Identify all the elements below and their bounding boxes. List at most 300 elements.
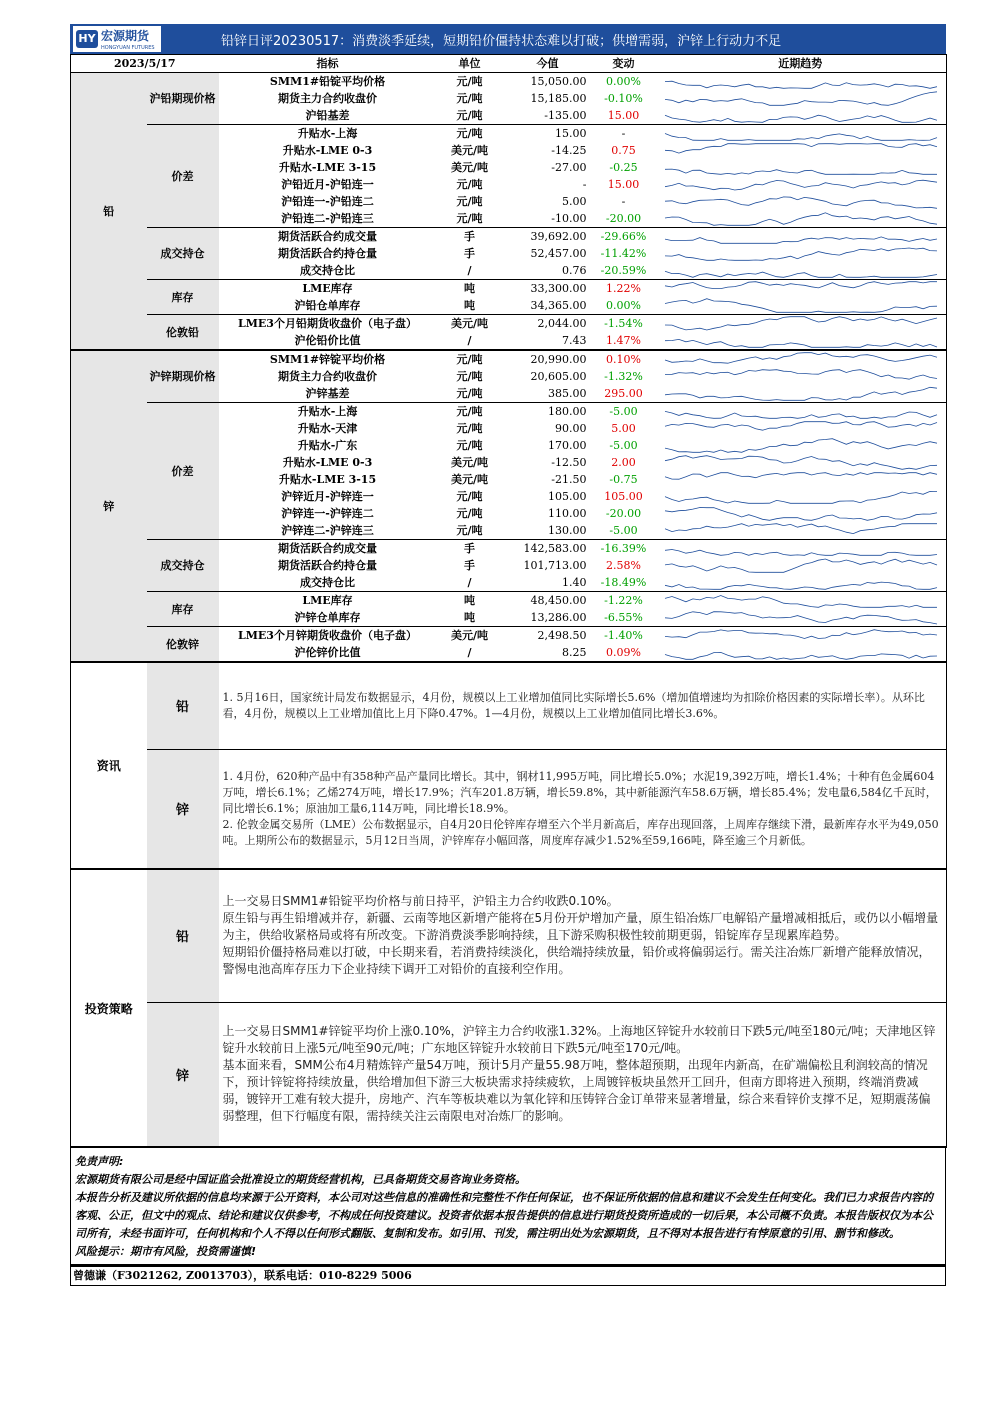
trend-sparkline [655, 574, 947, 591]
strategy-lead-paragraph: 短期铅价僵持格局难以打破，中长期来看，若消费持续淡化，供给端持续放量，铅价或将偏弱运行。需关注冶炼厂新增产能释放情况，警惕电池高库存压力下企业持续下调开工对铅价的直接利空作用。 [222, 945, 931, 977]
indicator-name: LME3个月锌期货收盘价（电子盘） [238, 629, 417, 642]
indicator-change: -1.32% [604, 370, 643, 383]
indicator-value: 110.00 [548, 507, 587, 520]
indicator-change: 105.00 [604, 490, 643, 503]
indicator-change: -20.00 [605, 507, 642, 520]
news-section [70, 663, 947, 870]
trend-cell [655, 73, 947, 91]
indicator-unit: 元/吨 [437, 210, 503, 228]
indicator-change: -6.55% [593, 609, 655, 627]
col-today: 今值 [503, 55, 593, 73]
trend-line [665, 456, 937, 470]
indicator-unit: 元/吨 [456, 507, 483, 520]
trend-line [665, 524, 937, 534]
disclaimer-line: 本报告分析及建议所依据的信息均来源于公开资料，本公司对这些信息的准确性和完整性不作任何保证，也不保证所依据的信息和建议不会发生任何变化。我们已力求报告内容的客观、公正，但文中的观点、结论和建议仅供参考，不构成任何投资建议。投资者依据本报告提供的信息进行期货投资所造成的一切后果，本公司概不负责。本报告版权仅为本公司所有，未经书面许可，任何机构和个人不得以任何形式翻版、复制和发布。如引用、刊发，需注明出处为宏源期货，且不得对本报告进行有悖原意的引用、删节和修改。 [75, 1191, 933, 1240]
trend-line [665, 596, 937, 608]
trend-cell [655, 142, 947, 159]
trend-line [665, 197, 937, 208]
strategy-zinc-text [219, 1002, 947, 1147]
indicator-value: 5.00 [562, 195, 587, 208]
indicator-change: 1.47% [593, 332, 655, 350]
indicator-change: -0.75 [609, 473, 638, 486]
trend-cell [655, 609, 947, 627]
indicator-change: 295.00 [593, 385, 655, 403]
indicator-change: -5.00 [593, 522, 655, 540]
indicator-change: 2.00 [611, 456, 636, 469]
trend-cell [655, 385, 947, 403]
trend-line [665, 439, 937, 453]
trend-cell [655, 403, 947, 421]
group-label: 成交持仓 [147, 540, 219, 592]
strategy-zinc-label: 锌 [147, 1002, 219, 1147]
indicator-value: 8.25 [503, 644, 593, 662]
indicator-name: LME库存 [302, 594, 353, 607]
group-label: 成交持仓 [147, 228, 219, 280]
trend-line [665, 248, 937, 260]
trend-cell [655, 437, 947, 454]
indicator-name: 升贴水-广东 [297, 439, 358, 452]
disclaimer-line: 宏源期货有限公司是经中国证监会批准设立的期货经营机构，已具备期货交易咨询业务资格。 [75, 1173, 526, 1186]
indicator-change: -16.39% [600, 542, 647, 555]
news-zinc-text [219, 749, 947, 869]
trend-cell [655, 332, 947, 350]
trend-line [665, 213, 937, 226]
trend-cell [655, 245, 947, 262]
indicator-change: 0.09% [593, 644, 655, 662]
indicator-change: -1.40% [604, 629, 643, 642]
trend-cell [655, 471, 947, 488]
trend-cell [655, 176, 947, 193]
trend-sparkline [655, 210, 947, 227]
indicator-unit: / [437, 262, 503, 280]
news-zinc-paragraph: 1. 4月份，620种产品中有358种产品产量同比增长。其中，钢材11,995万吨，同比增长5.0%；水泥19,392万吨，增长1.4%；十种有色金属604万吨，增长6.1%；乙烯274万吨，增长17.9%；汽车201.8万辆，增长59.8%，其中新能源汽车58.6万辆，增长85.4%；发电量6,584亿千瓦时，同比增长6.1%；原油加工量6,114万吨，同比增长18.9%。 [222, 769, 937, 815]
report-banner [70, 24, 946, 54]
trend-line [665, 271, 937, 277]
trend-line [665, 169, 937, 174]
trend-sparkline [655, 159, 947, 176]
trend-sparkline [655, 437, 947, 454]
indicator-unit: 吨 [464, 282, 475, 295]
trend-cell [655, 262, 947, 280]
indicator-change: -5.00 [609, 405, 638, 418]
trend-line [665, 550, 937, 556]
indicator-change: -1.54% [604, 317, 643, 330]
trend-line [665, 115, 937, 122]
indicator-unit: 元/吨 [456, 92, 483, 105]
trend-line [665, 353, 937, 364]
indicator-change: 5.00 [611, 422, 636, 435]
report-title: 铅锌日评20230517：消费淡季延续，短期铅价僵持状态难以打破；供增需弱，沪锌上行动力不足 [221, 33, 782, 49]
news-zinc-paragraph: 2. 伦敦金属交易所（LME）公布数据显示，自4月20日伦锌库存增至六个半月新高后，库存出现回落，上周库存继续下滑，最新库存水平为49,050吨。上期所公布的数据显示，5月12日当周，沪锌库存小幅回落，周度库存减少1.52%至59,166吨，降至逾三个月新低。 [222, 817, 939, 847]
indicator-name: 沪伦锌价比值 [219, 644, 437, 662]
trend-sparkline [655, 280, 947, 297]
indicator-value: 48,450.00 [530, 594, 587, 607]
news-zinc-label: 锌 [147, 749, 219, 869]
table-row [71, 228, 947, 246]
indicator-value: 52,457.00 [530, 247, 587, 260]
trend-cell [655, 350, 947, 368]
group-label: 伦敦铅 [147, 315, 219, 351]
trend-sparkline [655, 228, 947, 245]
trend-sparkline [655, 368, 947, 385]
group-label: 库存 [147, 280, 219, 315]
indicator-value: 7.43 [503, 332, 593, 350]
indicator-unit: 元/吨 [456, 439, 483, 452]
indicator-name: 期货活跃合约持仓量 [278, 247, 377, 260]
table-row [71, 280, 947, 298]
report-date: 2023/5/17 [71, 55, 219, 73]
indicator-value: 2,044.00 [537, 317, 587, 330]
trend-cell [655, 315, 947, 333]
trend-sparkline [655, 351, 947, 368]
table-row [71, 315, 947, 333]
indicator-unit: / [437, 644, 503, 662]
indicator-name: 期货活跃合约成交量 [278, 230, 377, 243]
strategy-zinc-paragraph: 基本面来看，SMM公布4月精炼锌产量54万吨，预计5月产量55.98万吨，整体超预期，出现年内新高，在矿端偏松且利润较高的情况下，预计锌锭将持续放量，供给增加但下游三大板块需求持续疲软，上周镀锌板块虽然开工回升，但南方即将进入预期，终端消费减弱，镀锌开工难有较大提升，房地产、汽车等板块难以为氧化锌和压铸锌合金订单带来显著增量，综合来看锌价支撑不足，短期震荡偏弱整理，但下行幅度有限，需持续关注云南限电对冶炼厂的影响。 [222, 1058, 931, 1124]
trend-cell [655, 505, 947, 522]
indicator-change: -5.00 [609, 439, 638, 452]
logo-mark: HY [76, 30, 98, 48]
indicator-change: -20.59% [593, 262, 655, 280]
indicator-unit: 元/吨 [456, 75, 483, 88]
indicator-change: 1.22% [606, 282, 641, 295]
indicator-change: 15.00 [593, 107, 655, 125]
analyst-contact: 曾德谦（F3021262, Z0013703），联系电话：010-8229 5006 [70, 1265, 946, 1286]
table-row [71, 350, 947, 368]
trend-cell [655, 420, 947, 437]
indicator-unit: 美元/吨 [450, 161, 489, 174]
trend-line [665, 473, 937, 480]
trend-cell [655, 522, 947, 540]
indicator-value: 39,692.00 [530, 230, 587, 243]
trend-cell [655, 540, 947, 558]
indicator-change: - [621, 195, 626, 208]
trend-sparkline [655, 73, 947, 90]
strategy-lead-paragraph: 原生铅与再生铅增减并存，新疆、云南等地区新增产能将在5月份开炉增加产量，原生铅冶炼厂电解铅产量增减相抵后，或仍以小幅增量为主，供给收紧格局或将有所改变。下游消费淡季影响持续，且下游采购积极性较前期更弱，铅锭库存呈现累库趋势。 [222, 911, 939, 943]
news-label: 资讯 [71, 663, 147, 869]
table-row [71, 403, 947, 421]
indicator-name: 沪铅基差 [219, 107, 437, 125]
indicator-value: 15,050.00 [530, 75, 587, 88]
trend-sparkline [655, 609, 947, 626]
indicator-change: 0.10% [606, 353, 641, 366]
indicator-value: 15.00 [555, 127, 587, 140]
table-row [71, 125, 947, 143]
indicator-table [70, 54, 947, 663]
indicator-unit: 元/吨 [456, 405, 483, 418]
indicator-unit: 美元/吨 [450, 317, 489, 330]
disclaimer-heading: 免责声明: [75, 1155, 124, 1168]
indicator-unit: 元/吨 [456, 195, 483, 208]
strategy-lead-label: 铅 [147, 870, 219, 1002]
indicator-change: 0.00% [593, 297, 655, 315]
indicator-name: SMM1#锌锭平均价格 [269, 353, 386, 366]
indicator-name: 期货主力合约收盘价 [278, 370, 377, 383]
trend-cell [655, 90, 947, 107]
indicator-name: 沪锌仓单库存 [219, 609, 437, 627]
group-label: 库存 [147, 592, 219, 627]
indicator-change: 0.75 [611, 144, 636, 157]
trend-line [665, 411, 937, 418]
col-unit: 单位 [437, 55, 503, 73]
indicator-name: 升贴水-LME 0-3 [282, 144, 373, 157]
trend-sparkline [655, 403, 947, 420]
indicator-unit: 元/吨 [437, 522, 503, 540]
indicator-unit: 手 [464, 559, 475, 572]
trend-line [665, 652, 937, 659]
indicator-name: 升贴水-上海 [297, 405, 358, 418]
indicator-unit: 手 [464, 542, 475, 555]
indicator-value: 142,583.00 [523, 542, 587, 555]
table-row [71, 592, 947, 610]
trend-cell [655, 488, 947, 505]
indicator-name: 沪锌连二-沪锌连三 [219, 522, 437, 540]
news-lead-label: 铅 [147, 663, 219, 749]
indicator-unit: 元/吨 [456, 490, 483, 503]
trend-line [665, 237, 937, 243]
trend-sparkline [655, 627, 947, 644]
trend-sparkline [655, 592, 947, 609]
indicator-unit: 元/吨 [437, 107, 503, 125]
trend-cell [655, 592, 947, 610]
trend-sparkline [655, 385, 947, 402]
trend-cell [655, 228, 947, 246]
indicator-value: 34,365.00 [503, 297, 593, 315]
company-logo [73, 26, 161, 52]
group-label: 伦敦锌 [147, 627, 219, 663]
indicator-change: 15.00 [607, 178, 640, 191]
trend-line [665, 299, 937, 313]
trend-cell [655, 210, 947, 228]
indicator-name: SMM1#铅锭平均价格 [269, 75, 386, 88]
indicator-name: 升贴水-上海 [297, 127, 358, 140]
indicator-unit: 吨 [437, 297, 503, 315]
strategy-zinc-paragraph: 上一交易日SMM1#锌锭平均价上涨0.10%，沪锌主力合约收涨1.32%。上海地区锌锭升水较前日下跌5元/吨至180元/吨；天津地区锌锭升水较前日上涨5元/吨至90元/吨；广东地区锌锭升水较前日下跌5元/吨至170元/吨。 [222, 1024, 936, 1056]
trend-sparkline [655, 332, 947, 349]
indicator-name: 期货主力合约收盘价 [278, 92, 377, 105]
indicator-name: 沪伦铅价比值 [219, 332, 437, 350]
group-label: 沪铅期现价格 [147, 73, 219, 125]
trend-cell [655, 454, 947, 471]
indicator-name: 期货活跃合约成交量 [278, 542, 377, 555]
trend-line [665, 339, 937, 347]
trend-line [665, 422, 937, 431]
trend-sparkline [655, 505, 947, 522]
strategy-section [70, 870, 947, 1148]
trend-line [665, 612, 937, 624]
trend-line [665, 559, 937, 572]
indicator-value: 170.00 [548, 439, 587, 452]
disclaimer [70, 1148, 946, 1265]
trend-cell [655, 193, 947, 210]
trend-cell [655, 280, 947, 298]
indicator-value: - [582, 178, 587, 191]
trend-line [665, 630, 937, 639]
trend-sparkline [655, 176, 947, 193]
indicator-name: 沪铅近月-沪铅连一 [281, 178, 374, 191]
indicator-unit: 美元/吨 [450, 473, 489, 486]
indicator-value: 1.40 [503, 574, 593, 592]
trend-sparkline [655, 297, 947, 314]
indicator-value: 385.00 [503, 385, 593, 403]
risk-warning: 风险提示：期市有风险，投资需谨慎! [75, 1245, 257, 1258]
trend-line [665, 92, 937, 106]
trend-cell [655, 574, 947, 592]
trend-line [665, 582, 937, 589]
trend-sparkline [655, 420, 947, 437]
indicator-value: -14.25 [551, 144, 587, 157]
logo-en: HONGYUAN FUTURES [101, 45, 155, 51]
trend-cell [655, 368, 947, 385]
trend-sparkline [655, 142, 947, 159]
table-row [71, 540, 947, 558]
trend-cell [655, 107, 947, 125]
table-header-row [71, 55, 947, 73]
table-row [71, 627, 947, 645]
indicator-name: 沪铅连一-沪铅连二 [281, 195, 374, 208]
trend-sparkline [655, 557, 947, 574]
indicator-value: 20,990.00 [530, 353, 587, 366]
indicator-change: 0.00% [606, 75, 641, 88]
strategy-lead-text [219, 870, 947, 1002]
trend-line [665, 370, 937, 380]
indicator-name: 沪锌连一-沪锌连二 [281, 507, 374, 520]
indicator-value: 105.00 [548, 490, 587, 503]
col-trend: 近期趋势 [655, 55, 947, 73]
indicator-unit: / [437, 332, 503, 350]
trend-sparkline [655, 107, 947, 124]
logo-cn: 宏源期货 [101, 29, 150, 43]
trend-cell [655, 125, 947, 143]
indicator-name: 沪锌近月-沪锌连一 [281, 490, 374, 503]
indicator-unit: 元/吨 [456, 127, 483, 140]
trend-line [665, 81, 937, 88]
trend-line [665, 491, 937, 503]
trend-line [665, 282, 937, 289]
report-page [70, 24, 946, 1286]
indicator-value: 0.76 [503, 262, 593, 280]
indicator-value: -12.50 [551, 456, 587, 469]
trend-line [665, 180, 937, 190]
indicator-unit: 元/吨 [437, 385, 503, 403]
indicator-value: 20,605.00 [530, 370, 587, 383]
group-label: 价差 [147, 403, 219, 540]
trend-line [665, 134, 937, 141]
indicator-unit: 美元/吨 [450, 629, 489, 642]
trend-cell [655, 627, 947, 645]
indicator-value: -27.00 [551, 161, 587, 174]
trend-sparkline [655, 540, 947, 557]
table-row [71, 73, 947, 91]
indicator-value: 101,713.00 [523, 559, 587, 572]
trend-cell [655, 297, 947, 315]
indicator-value: -21.50 [551, 473, 587, 486]
indicator-change: -0.10% [604, 92, 643, 105]
indicator-name: 期货活跃合约持仓量 [278, 559, 377, 572]
trend-sparkline [655, 125, 947, 142]
trend-sparkline [655, 454, 947, 471]
indicator-change: -18.49% [593, 574, 655, 592]
trend-sparkline [655, 193, 947, 210]
group-label: 沪锌期现价格 [147, 350, 219, 403]
indicator-unit: 吨 [464, 594, 475, 607]
trend-sparkline [655, 315, 947, 332]
strategy-label: 投资策略 [71, 870, 147, 1147]
indicator-change: -20.00 [593, 210, 655, 228]
indicator-name: 升贴水-LME 0-3 [282, 456, 373, 469]
indicator-unit: 元/吨 [456, 178, 483, 191]
indicator-value: -10.00 [503, 210, 593, 228]
metal-label: 锌 [71, 350, 147, 662]
indicator-unit: 美元/吨 [450, 456, 489, 469]
indicator-value: 33,300.00 [530, 282, 587, 295]
indicator-unit: 手 [464, 247, 475, 260]
indicator-name: 升贴水-LME 3-15 [278, 161, 377, 174]
indicator-value: 13,286.00 [503, 609, 593, 627]
trend-line [665, 144, 937, 153]
trend-line [665, 387, 937, 400]
indicator-value: 180.00 [548, 405, 587, 418]
indicator-name: 升贴水-天津 [297, 422, 358, 435]
trend-sparkline [655, 488, 947, 505]
indicator-unit: 元/吨 [456, 422, 483, 435]
indicator-change: -1.22% [604, 594, 643, 607]
indicator-change: -11.42% [600, 247, 647, 260]
news-lead-text [219, 663, 947, 749]
indicator-value: -135.00 [503, 107, 593, 125]
indicator-value: 15,185.00 [530, 92, 587, 105]
trend-sparkline [655, 644, 947, 661]
col-change: 变动 [593, 55, 655, 73]
indicator-value: 2,498.50 [537, 629, 587, 642]
trend-cell [655, 159, 947, 176]
trend-line [665, 317, 937, 330]
indicator-name: 沪锌基差 [219, 385, 437, 403]
indicator-unit: 吨 [437, 609, 503, 627]
trend-sparkline [655, 262, 947, 279]
indicator-name: LME库存 [302, 282, 353, 295]
trend-line [665, 508, 937, 521]
indicator-unit: 元/吨 [456, 353, 483, 366]
trend-cell [655, 557, 947, 574]
strategy-lead-paragraph: 上一交易日SMM1#铅锭平均价格与前日持平，沪铅主力合约收跌0.10%。 [222, 894, 619, 909]
indicator-name: 成交持仓比 [219, 262, 437, 280]
indicator-name: 沪铅连二-沪铅连三 [219, 210, 437, 228]
indicator-change: - [621, 127, 626, 140]
news-lead-paragraph: 1. 5月16日，国家统计局发布数据显示，4月份，规模以上工业增加值同比实际增长5.6%（增加值增速均为扣除价格因素的实际增长率）。从环比看，4月份，规模以上工业增加值比上月下降0.47%。1—4月份，规模以上工业增加值同比增长3.6%。 [222, 690, 925, 720]
indicator-value: 90.00 [555, 422, 587, 435]
trend-sparkline [655, 471, 947, 488]
trend-cell [655, 644, 947, 662]
indicator-name: 成交持仓比 [219, 574, 437, 592]
indicator-change: -29.66% [600, 230, 647, 243]
col-indicator: 指标 [219, 55, 437, 73]
indicator-unit: 元/吨 [456, 370, 483, 383]
trend-sparkline [655, 245, 947, 262]
indicator-unit: / [437, 574, 503, 592]
indicator-unit: 美元/吨 [450, 144, 489, 157]
group-label: 价差 [147, 125, 219, 228]
indicator-name: 升贴水-LME 3-15 [278, 473, 377, 486]
indicator-name: LME3个月铅期货收盘价（电子盘） [238, 317, 417, 330]
indicator-value: 130.00 [503, 522, 593, 540]
indicator-name: 沪铅仓单库存 [219, 297, 437, 315]
indicator-change: -0.25 [609, 161, 638, 174]
indicator-change: 2.58% [606, 559, 641, 572]
trend-sparkline [655, 90, 947, 107]
trend-sparkline [655, 522, 947, 539]
indicator-unit: 手 [464, 230, 475, 243]
